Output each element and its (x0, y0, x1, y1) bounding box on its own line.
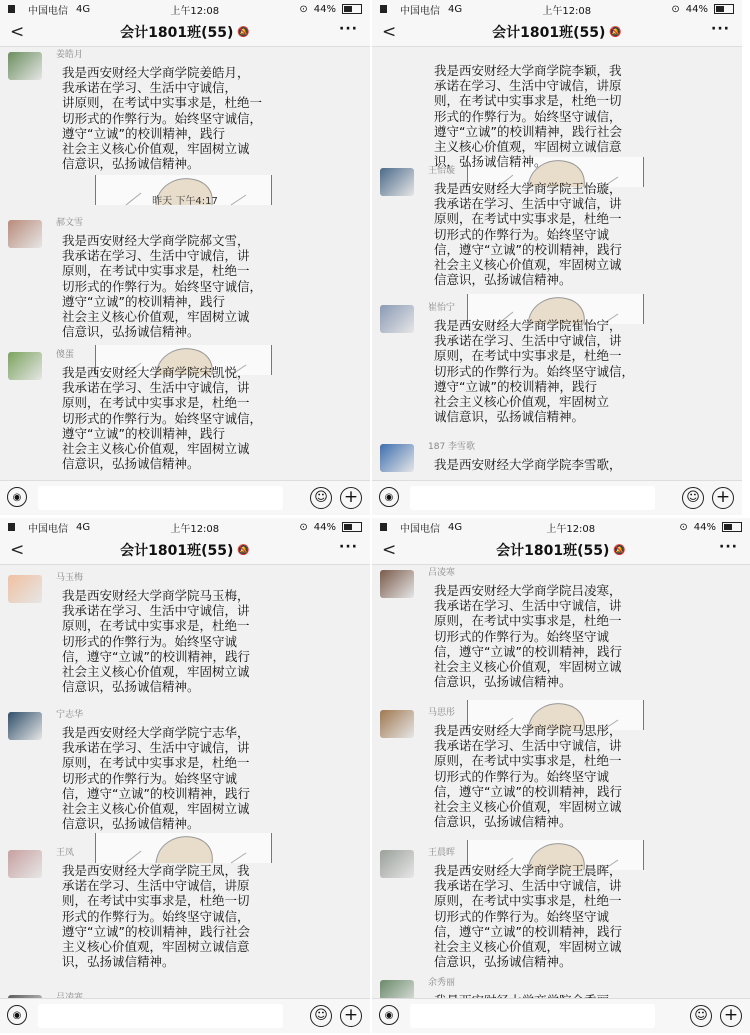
network-label: 4G (76, 3, 91, 15)
more-options-button[interactable]: ··· (719, 539, 738, 555)
message-line: 我承诺在学习、生活中守诚信，讲 (62, 740, 250, 756)
avatar[interactable] (8, 850, 42, 878)
message-line: 我承诺在学习、生活中守诚信，讲 (434, 333, 622, 349)
sender-name: 马玉梅 (56, 573, 84, 583)
message-line: 我是西安财经大学商学院崔怡宁， (434, 318, 622, 333)
chat-title: 会计1801班(55) (120, 543, 234, 559)
input-bar (372, 480, 742, 515)
message-text[interactable] (62, 725, 302, 831)
message-line: 我承诺在学习、生活中守诚信，讲 (62, 603, 250, 619)
chat-header (372, 18, 742, 47)
sender-name: 宁志华 (56, 710, 84, 720)
signal-icon (380, 5, 392, 13)
message-input[interactable] (410, 1004, 655, 1028)
sender-name: 王晨晖 (428, 848, 456, 858)
message-line: 信意识，弘扬诚信精神。 (434, 954, 572, 970)
chat-screen-3 (0, 518, 370, 1033)
message-line: 我承诺在学习、生活中守诚信，讲 (434, 196, 622, 212)
clock: 上午12:08 (170, 5, 220, 17)
message-line: 社会主义核心价值观，牢固树立诚 (62, 664, 250, 680)
back-button[interactable]: < (382, 540, 397, 560)
more-options-button[interactable]: ··· (339, 539, 358, 555)
more-actions-button[interactable]: + (720, 1005, 742, 1027)
battery-percent: 44% (685, 3, 708, 15)
battery-icon (722, 522, 742, 532)
message-text[interactable] (434, 723, 674, 829)
mute-icon: 🔕 (613, 544, 626, 556)
message-text[interactable] (62, 65, 302, 171)
message-line: 我是西安财经大学商学院马思彤， (434, 723, 622, 738)
mute-icon: 🔕 (237, 544, 250, 556)
chat-screen-4 (372, 518, 750, 1033)
battery-icon (342, 4, 362, 14)
message-line: 我是西安财经大学商学院姜皓月， (62, 65, 250, 80)
battery-percent: 44% (693, 521, 716, 533)
alarm-icon: ⊙ (679, 521, 688, 533)
input-bar (0, 480, 370, 515)
message-line: 形式的作弊行为。始终坚守诚信， (62, 908, 250, 924)
message-text[interactable] (62, 863, 302, 969)
avatar[interactable] (380, 444, 414, 472)
message-line: 我是西安财经大学商学院宁志华， (62, 725, 250, 740)
avatar[interactable] (380, 710, 414, 738)
message-list[interactable] (0, 47, 370, 481)
message-line: 我承诺在学习、生活中守诚信，讲 (434, 878, 622, 894)
alarm-icon: ⊙ (671, 3, 680, 15)
message-line: 我是西安财经大学商学院王怡璇， (434, 181, 622, 196)
message-line: 则，在考试中实事求是，杜绝一切 (62, 893, 250, 909)
status-bar (372, 518, 750, 536)
voice-input-button[interactable]: ◉ (379, 1005, 399, 1025)
emoji-button[interactable]: ☺ (310, 1005, 332, 1027)
chat-title: 会计1801班(55) (120, 25, 234, 41)
message-line: 我承诺在学习、生活中守诚信，讲 (62, 380, 250, 396)
avatar[interactable] (8, 220, 42, 248)
message-text[interactable] (434, 583, 674, 689)
sticker-image[interactable] (95, 833, 272, 863)
voice-input-button[interactable]: ◉ (379, 487, 399, 507)
message-line: 主义核心价值观，牢固树立诚信意 (434, 139, 622, 155)
message-line: 切形式的作弊行为。始终坚守诚信， (62, 278, 263, 294)
message-text[interactable] (434, 863, 674, 969)
sender-name: 崔怡宁 (428, 303, 456, 313)
message-line: 我是西安财经大学商学院王晨晖， (434, 863, 622, 878)
battery-icon (714, 4, 734, 14)
message-line: 信意识，弘扬诚信精神。 (434, 674, 572, 690)
sender-name: 傻蛋 (56, 350, 75, 360)
message-line: 我是西安财经大学商学院李颖，我 (434, 63, 622, 78)
message-line: 切形式的作弊行为。始终坚守诚 (434, 768, 610, 784)
message-line: 信意识，弘扬诚信精神。 (434, 814, 572, 830)
message-line: 信，遵守“立诚”的校训精神，践行 (434, 923, 622, 939)
message-line: 我是西安财经大学商学院郝文雪， (62, 233, 250, 248)
clock: 上午12:08 (542, 5, 592, 17)
message-line: 我承诺在学习、生活中守诚信，讲 (62, 248, 250, 264)
message-line: 原则，在考试中实事求是，杜绝一 (434, 211, 622, 227)
message-line: 信意识，弘扬诚信精神。 (62, 456, 200, 472)
battery-percent: 44% (313, 3, 336, 15)
message-line: 信意识，弘扬诚信精神。 (62, 156, 200, 172)
message-line: 信，遵守“立诚”的校训精神，践行 (434, 783, 622, 799)
message-line: 我承诺在学习、生活中守诚信， (62, 80, 238, 96)
more-options-button[interactable]: ··· (339, 21, 358, 37)
emoji-button[interactable]: ☺ (310, 487, 332, 509)
chat-header (372, 536, 750, 565)
message-line: 原则，在考试中实事求是，杜绝一 (434, 753, 622, 769)
message-line: 切形式的作弊行为。始终坚守诚 (434, 908, 610, 924)
avatar[interactable] (380, 168, 414, 196)
message-line: 信，遵守“立诚”的校训精神，践行 (62, 648, 250, 664)
avatar[interactable] (8, 52, 42, 80)
message-line: 遵守“立诚”的校训精神，践行 (62, 293, 225, 309)
message-line: 信意识，弘扬诚信精神。 (434, 272, 572, 288)
message-line: 我是西安财经大学商学院宋凯悦， (62, 365, 250, 380)
battery-percent: 44% (313, 521, 336, 533)
signal-icon (380, 523, 392, 531)
avatar[interactable] (380, 305, 414, 333)
message-line: 讲原则，在考试中实事求是，杜绝一 (62, 95, 263, 111)
sender-name: 王凤 (56, 848, 75, 858)
message-line: 社会主义核心价值观，牢固树立诚 (434, 659, 622, 675)
sender-name: 郝文雪 (56, 218, 84, 228)
message-line: 切形式的作弊行为。始终坚守诚信， (62, 410, 263, 426)
input-bar (372, 998, 750, 1033)
message-line: 识，弘扬诚信精神。 (62, 954, 175, 970)
message-line: 我承诺在学习、生活中守诚信，讲 (434, 738, 622, 754)
voice-input-button[interactable]: ◉ (7, 1005, 27, 1025)
message-list[interactable] (372, 565, 750, 999)
message-line: 社会主义核心价值观，牢固树立诚 (62, 441, 250, 457)
chat-header (0, 536, 370, 565)
signal-icon (8, 5, 20, 13)
message-line: 我是西安财经大学商学院马玉梅， (62, 588, 250, 603)
sender-name: 余秀丽 (428, 978, 456, 988)
status-bar (372, 0, 742, 18)
message-text[interactable] (434, 63, 674, 169)
message-line: 社会主义核心价值观，牢固树立 (434, 394, 610, 410)
carrier-label: 中国电信 (400, 523, 440, 535)
message-list[interactable] (0, 565, 370, 999)
message-line: 信意识，弘扬诚信精神。 (62, 324, 200, 340)
message-text[interactable] (62, 233, 302, 339)
message-line: 形式的作弊行为。始终坚守诚信， (434, 108, 622, 124)
avatar[interactable] (8, 352, 42, 380)
carrier-label: 中国电信 (28, 523, 68, 535)
message-text[interactable] (434, 318, 674, 424)
avatar[interactable] (8, 575, 42, 603)
chat-title: 会计1801班(55) (492, 25, 606, 41)
message-line: 信意识，弘扬诚信精神。 (62, 816, 200, 832)
more-actions-button[interactable]: + (340, 1005, 362, 1027)
message-text[interactable] (62, 365, 302, 471)
avatar[interactable] (380, 570, 414, 598)
message-text[interactable] (434, 181, 674, 287)
network-label: 4G (448, 3, 463, 15)
chat-title: 会计1801班(55) (496, 543, 610, 559)
message-line: 原则，在考试中实事求是，杜绝一 (62, 395, 250, 411)
avatar[interactable] (380, 850, 414, 878)
message-line: 我是西安财经大学商学院王凤，我 (62, 863, 250, 878)
message-line: 原则，在考试中实事求是，杜绝一 (62, 618, 250, 634)
sender-name: 吕凌寒 (428, 568, 456, 578)
battery-icon (342, 522, 362, 532)
message-line: 原则，在考试中实事求是，杜绝一 (434, 893, 622, 909)
message-line: 信，遵守“立诚”的校训精神，践行 (434, 643, 622, 659)
message-line: 则，在考试中实事求是，杜绝一切 (434, 93, 622, 109)
more-actions-button[interactable]: + (340, 487, 362, 509)
message-timestamp: 昨天 下午4:17 (152, 196, 218, 207)
message-line: 原则，在考试中实事求是，杜绝一 (62, 263, 250, 279)
message-line: 我是西安财经大学商学院李雪歌， (434, 457, 622, 472)
message-line: 信，遵守“立诚”的校训精神，践行 (62, 785, 250, 801)
message-line: 我是西安财经大学商学院吕凌寒， (434, 583, 622, 598)
message-text[interactable] (434, 457, 674, 472)
message-line: 切形式的作弊行为。始终坚守诚 (434, 226, 610, 242)
message-line: 切形式的作弊行为。始终坚守诚信， (62, 110, 263, 126)
back-button[interactable]: < (10, 22, 25, 42)
chat-screen-2 (372, 0, 742, 515)
message-line: 原则，在考试中实事求是，杜绝一 (434, 613, 622, 629)
sender-name: 187 李雪歌 (428, 442, 476, 452)
message-line: 诚信意识，弘扬诚信精神。 (434, 409, 585, 425)
input-bar (0, 998, 370, 1033)
more-options-button[interactable]: ··· (711, 21, 730, 37)
message-text[interactable] (62, 588, 302, 694)
emoji-button[interactable]: ☺ (682, 487, 704, 509)
status-bar (0, 0, 370, 18)
message-line: 社会主义核心价值观，牢固树立诚 (434, 257, 622, 273)
message-line: 原则，在考试中实事求是，杜绝一 (62, 755, 250, 771)
avatar[interactable] (8, 712, 42, 740)
message-line: 切形式的作弊行为。始终坚守诚 (62, 633, 238, 649)
message-line: 切形式的作弊行为。始终坚守诚信， (434, 363, 635, 379)
signal-icon (8, 523, 20, 531)
network-label: 4G (448, 521, 463, 533)
message-line: 遵守“立诚”的校训精神，践行 (62, 425, 225, 441)
more-actions-button[interactable]: + (712, 487, 734, 509)
message-line: 信，遵守“立诚”的校训精神，践行 (434, 241, 622, 257)
chat-header (0, 18, 370, 47)
network-label: 4G (76, 521, 91, 533)
message-line: 承诺在学习、生活中守诚信，讲原 (62, 878, 250, 894)
message-input[interactable] (38, 486, 283, 510)
voice-input-button[interactable]: ◉ (7, 487, 27, 507)
message-input[interactable] (38, 1004, 283, 1028)
sender-name: 姜皓月 (56, 50, 84, 60)
back-button[interactable]: < (10, 540, 25, 560)
message-line: 原则，在考试中实事求是，杜绝一 (434, 348, 622, 364)
message-line: 我承诺在学习、生活中守诚信，讲 (434, 598, 622, 614)
alarm-icon: ⊙ (299, 521, 308, 533)
message-list[interactable] (372, 47, 742, 481)
message-line: 遵守“立诚”的校训精神，践行 (434, 378, 597, 394)
back-button[interactable]: < (382, 22, 397, 42)
message-line: 切形式的作弊行为。始终坚守诚 (434, 628, 610, 644)
message-line: 社会主义核心价值观，牢固树立诚 (434, 939, 622, 955)
carrier-label: 中国电信 (400, 5, 440, 17)
status-bar (0, 518, 370, 536)
message-line: 遵守“立诚”的校训精神，践行 (62, 125, 225, 141)
message-input[interactable] (410, 486, 655, 510)
message-line: 社会主义核心价值观，牢固树立诚 (434, 799, 622, 815)
clock: 上午12:08 (546, 523, 596, 535)
message-line: 社会主义核心价值观，牢固树立诚 (62, 309, 250, 325)
chat-screen-1 (0, 0, 370, 515)
alarm-icon: ⊙ (299, 3, 308, 15)
carrier-label: 中国电信 (28, 5, 68, 17)
mute-icon: 🔕 (609, 26, 622, 38)
message-line: 主义核心价值观，牢固树立诚信意 (62, 939, 250, 955)
emoji-button[interactable]: ☺ (690, 1005, 712, 1027)
sender-name: 马思彤 (428, 708, 456, 718)
message-line: 承诺在学习、生活中守诚信，讲原 (434, 78, 622, 94)
message-line: 社会主义核心价值观，牢固树立诚 (62, 801, 250, 817)
message-line: 信意识，弘扬诚信精神。 (62, 679, 200, 695)
sender-name: 王怡璇 (428, 166, 456, 176)
message-line: 遵守“立诚”的校训精神，践行社会 (62, 923, 250, 939)
message-line: 识，弘扬诚信精神。 (434, 154, 547, 170)
message-line: 遵守“立诚”的校训精神，践行社会 (434, 123, 622, 139)
message-line: 社会主义核心价值观，牢固树立诚 (62, 141, 250, 157)
message-line: 切形式的作弊行为。始终坚守诚 (62, 770, 238, 786)
mute-icon: 🔕 (237, 26, 250, 38)
clock: 上午12:08 (170, 523, 220, 535)
